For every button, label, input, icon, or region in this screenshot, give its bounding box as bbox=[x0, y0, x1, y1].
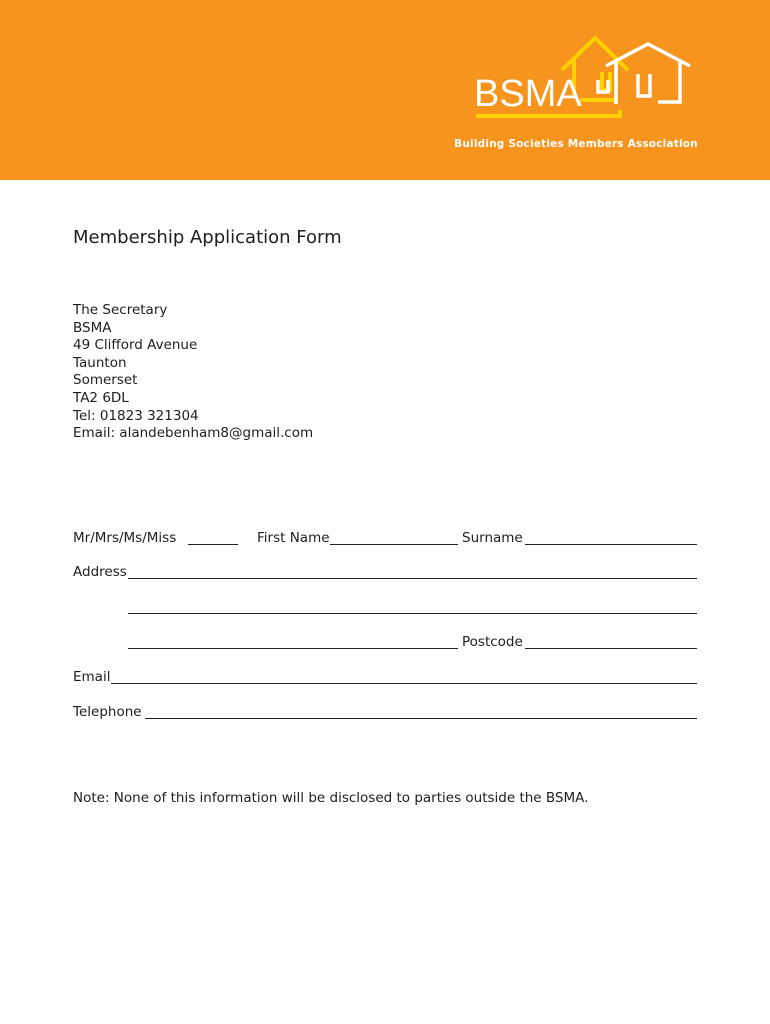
address-line: Taunton bbox=[73, 354, 127, 371]
surname-field[interactable] bbox=[525, 544, 697, 545]
email-field[interactable] bbox=[111, 683, 697, 684]
privacy-note: Note: None of this information will be disclosed to parties outside the BSMA. bbox=[73, 790, 589, 806]
surname-label: Surname bbox=[462, 530, 523, 546]
address-tel: Tel: 01823 321304 bbox=[73, 407, 199, 424]
address-line: The Secretary bbox=[73, 302, 168, 318]
first-name-label: First Name bbox=[257, 530, 330, 546]
address-field-1[interactable] bbox=[128, 578, 697, 579]
address-row-2 bbox=[73, 599, 697, 619]
name-row bbox=[73, 530, 697, 550]
first-name-field[interactable] bbox=[330, 544, 458, 545]
address-field-3[interactable] bbox=[128, 648, 458, 649]
address-line: 49 Clifford Avenue bbox=[73, 337, 198, 354]
telephone-label: Telephone bbox=[73, 704, 142, 720]
telephone-field[interactable] bbox=[145, 718, 697, 719]
address-line: Somerset bbox=[73, 372, 138, 389]
page-title: Membership Application Form bbox=[73, 227, 342, 248]
title-field[interactable] bbox=[188, 544, 238, 545]
address-email: Email: alandebenham8@gmail.com bbox=[73, 425, 314, 442]
email-row bbox=[73, 669, 697, 689]
postcode-field[interactable] bbox=[525, 648, 697, 649]
title-label: Mr/Mrs/Ms/Miss bbox=[73, 530, 177, 546]
postcode-label: Postcode bbox=[462, 634, 523, 650]
bsma-logo bbox=[470, 30, 700, 130]
telephone-row bbox=[73, 704, 697, 724]
address-label: Address bbox=[73, 564, 127, 580]
address-line: BSMA bbox=[73, 319, 112, 336]
address-row-1 bbox=[73, 564, 697, 584]
logo-text: BSMA bbox=[474, 73, 582, 115]
address-row-3 bbox=[73, 634, 697, 654]
recipient-address bbox=[73, 302, 313, 443]
tagline: Building Societies Members Association bbox=[454, 138, 698, 150]
header-banner bbox=[0, 0, 770, 180]
email-label: Email bbox=[73, 669, 111, 685]
address-line: TA2 6DL bbox=[73, 389, 129, 406]
address-field-2[interactable] bbox=[128, 613, 697, 614]
